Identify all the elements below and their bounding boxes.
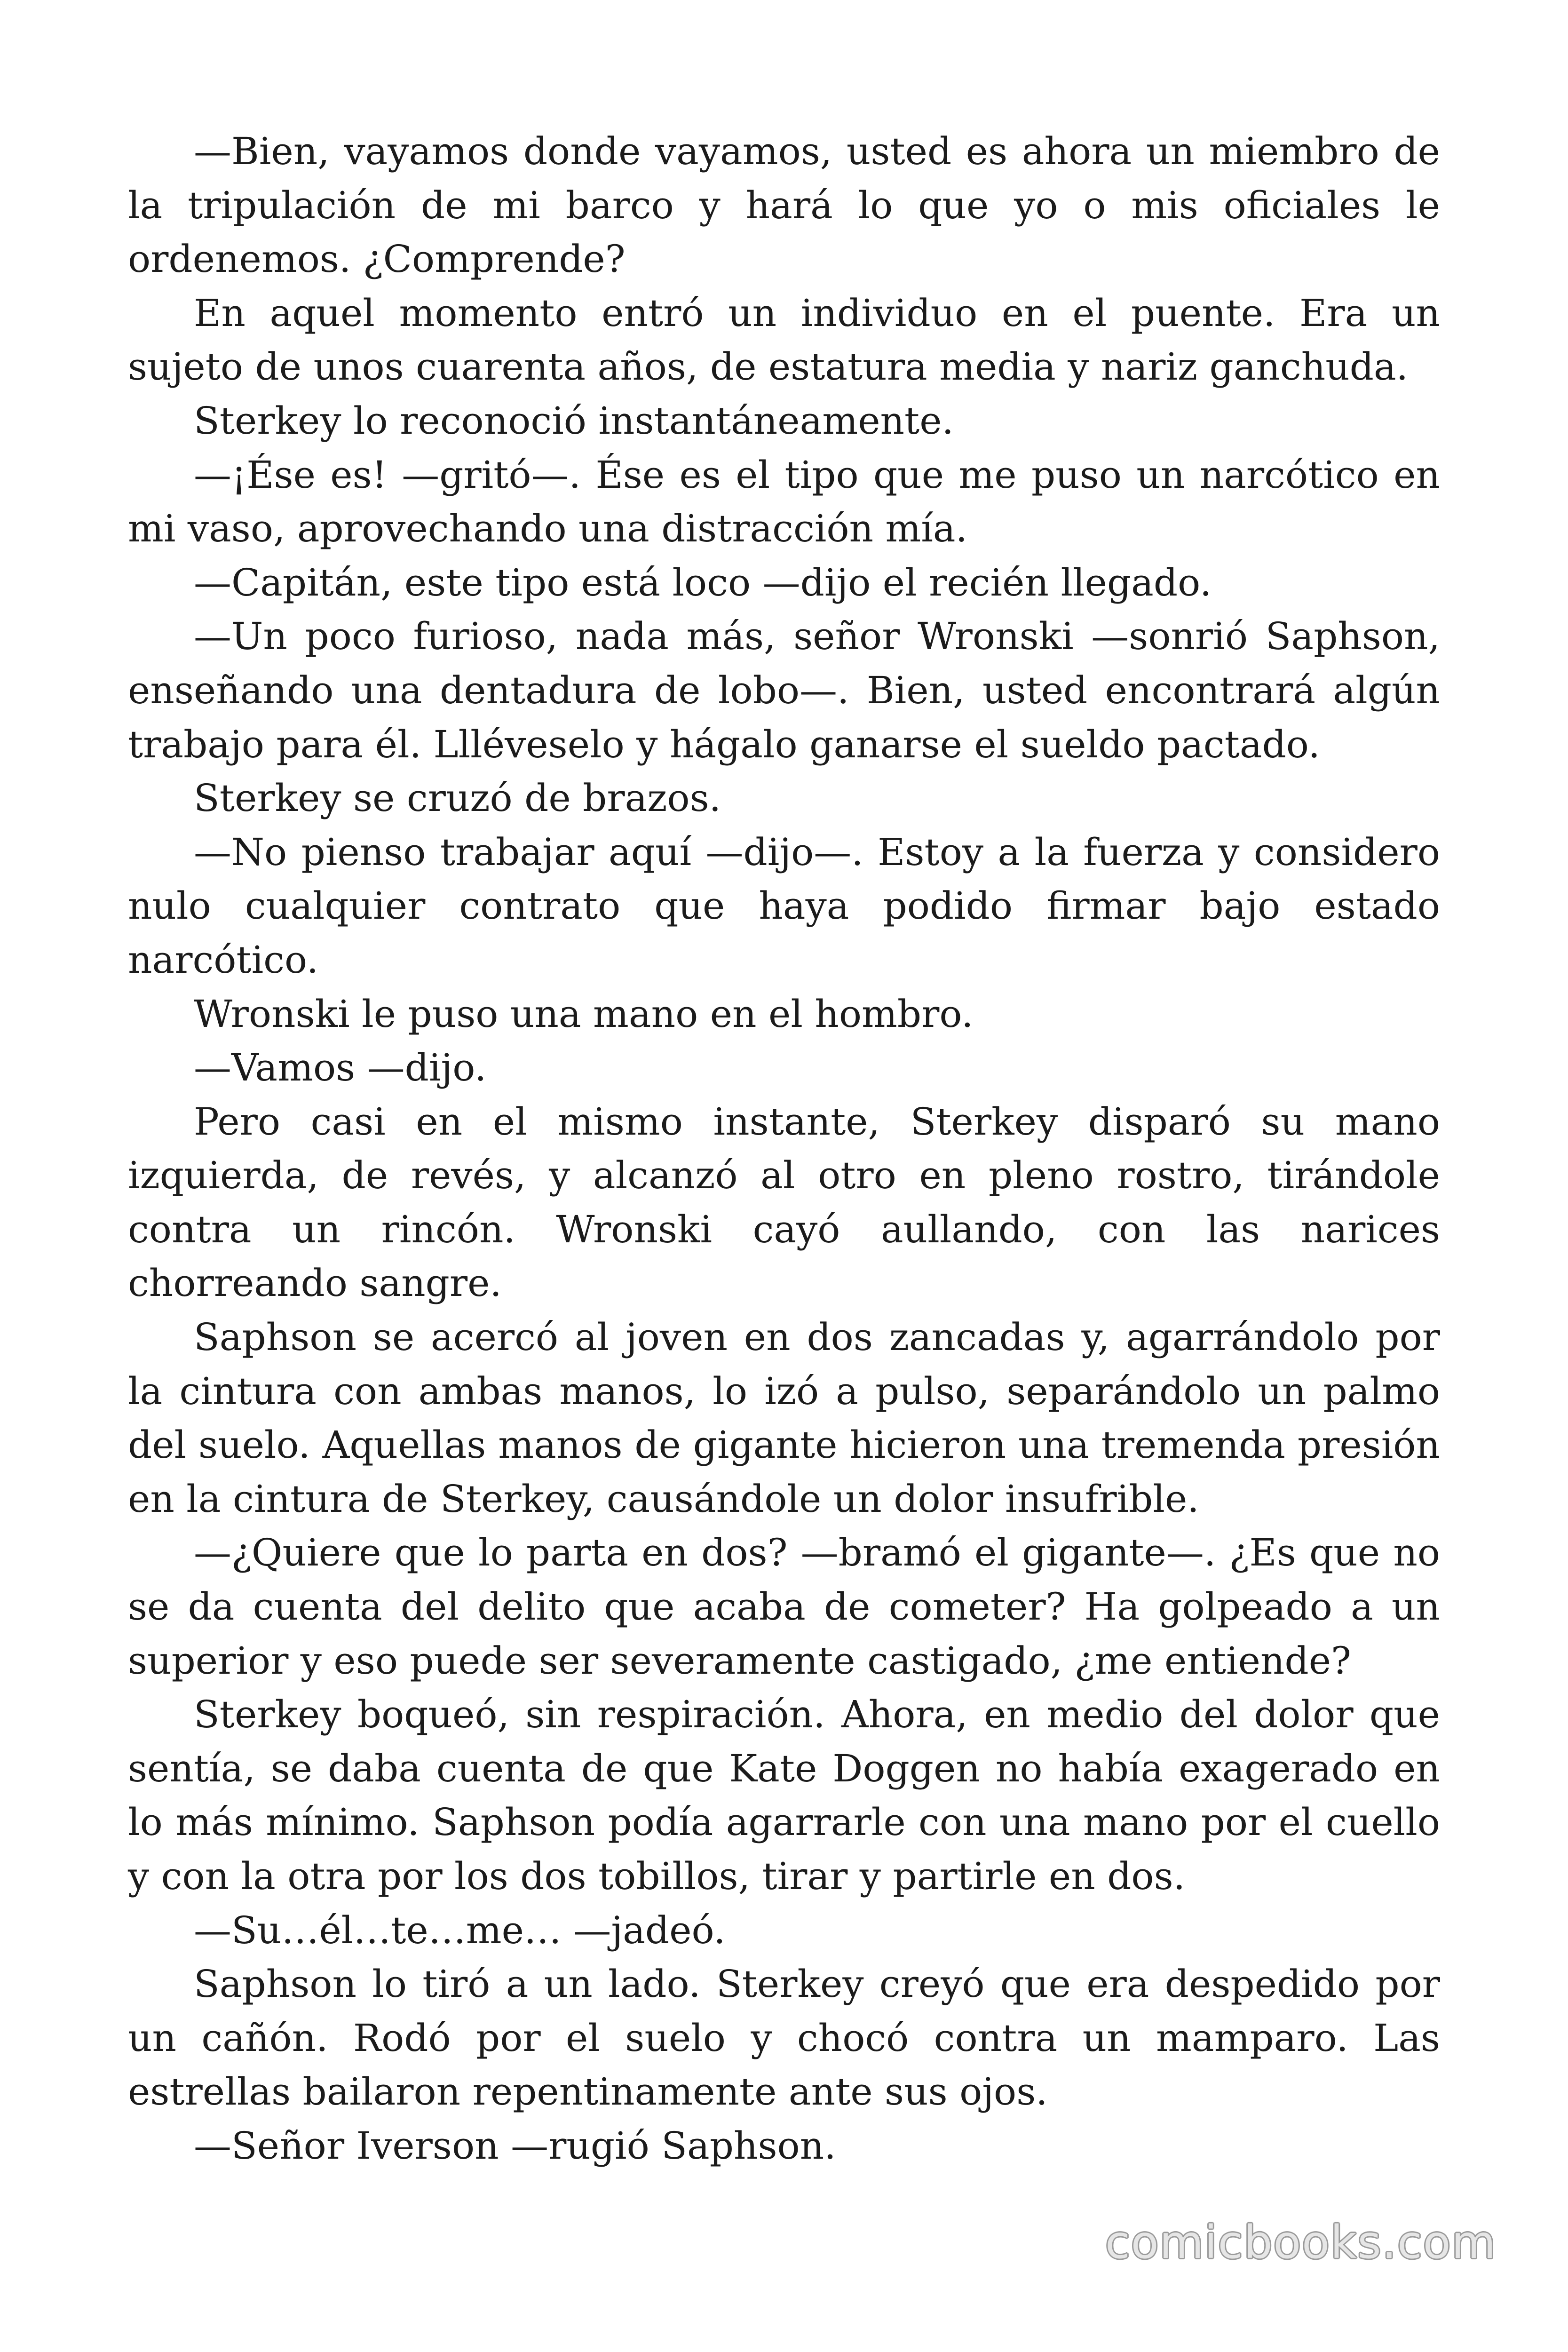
paragraph: Sterkey se cruzó de brazos. xyxy=(194,776,721,820)
paragraph: Saphson lo tiró a un lado. Sterkey creyó que era despedido por un cañón. Rodó por el suelo y chocó contra un mamparo. Las estrellas bailaron repentinamente ante sus ojos. xyxy=(128,1962,1440,2114)
paragraph: —Bien, vayamos donde vayamos, usted es ahora un miembro de la tripulación de mi barco y hará lo que yo o mis oficiales le ordenemos. ¿Comprende? xyxy=(128,129,1440,281)
paragraph: —Un poco furioso, nada más, señor Wronski —sonrió Saphson, enseñando una dentadura de lobo—. Bien, usted encontrará algún trabajo para él. Llléveselo y hágalo ganarse el sueldo pactado. xyxy=(128,614,1440,766)
paragraph: —Vamos —dijo. xyxy=(194,1046,487,1090)
paragraph: Saphson se acercó al joven en dos zancadas y, agarrándolo por la cintura con ambas manos, lo izó a pulso, separándolo un palmo del suelo. Aquellas manos de gigante hicieron una tremenda presión en la cintura de Sterkey, causándole un dolor insufrible. xyxy=(128,1315,1440,1521)
paragraph: Pero casi en el mismo instante, Sterkey disparó su mano izquierda, de revés, y alcanzó al otro en pleno rostro, tirándole contra un rincón. Wronski cayó aullando, con las narices chorreando sangre. xyxy=(128,1099,1440,1305)
paragraph: Sterkey boqueó, sin respiración. Ahora, en medio del dolor que sentía, se daba cuenta de que Kate Doggen no había exagerado en lo más mínimo. Saphson podía agarrarle con una mano por el cuello y con la otra por los dos tobillos, tirar y partirle en dos. xyxy=(128,1692,1440,1898)
paragraph: —¡Ése es! —gritó—. Ése es el tipo que me puso un narcótico en mi vaso, aprovechando una distracción mía. xyxy=(128,453,1440,551)
paragraph: —No pienso trabajar aquí —dijo—. Estoy a la fuerza y considero nulo cualquier contrato que haya podido firmar bajo estado narcótico. xyxy=(128,830,1440,982)
paragraph: —¿Quiere que lo parta en dos? —bramó el gigante—. ¿Es que no se da cuenta del delito que acaba de cometer? Ha golpeado a un superior y eso puede ser severamente castigado, ¿me entiende? xyxy=(128,1531,1440,1683)
paragraph: —Señor Iverson —rugió Saphson. xyxy=(194,2123,836,2168)
watermark: comicbooks.com xyxy=(1105,2216,1497,2269)
paragraph: —Capitán, este tipo está loco —dijo el recién llegado. xyxy=(194,560,1212,604)
paragraph: —Su…él…te…me… —jadeó. xyxy=(194,1908,726,1952)
paragraph: Wronski le puso una mano en el hombro. xyxy=(194,992,974,1036)
body-text xyxy=(128,125,1440,2173)
paragraph: En aquel momento entró un individuo en el puente. Era un sujeto de unos cuarenta años, de estatura media y nariz ganchuda. xyxy=(128,291,1440,389)
paragraph: Sterkey lo reconoció instantáneamente. xyxy=(194,398,954,443)
